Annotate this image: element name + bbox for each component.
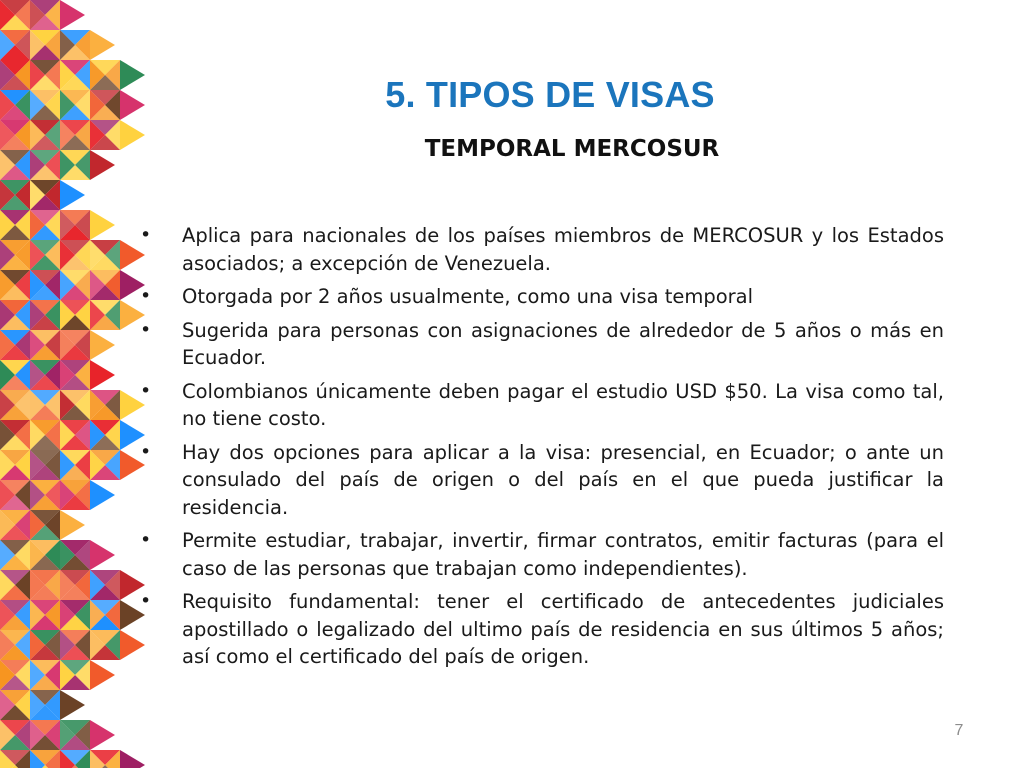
mosaic-tile bbox=[60, 0, 85, 30]
page-number: 7 bbox=[954, 722, 964, 739]
bullet-icon: • bbox=[140, 318, 152, 341]
mosaic-tile bbox=[90, 210, 115, 240]
bullet-icon: • bbox=[140, 379, 152, 402]
bullet-icon: • bbox=[140, 529, 152, 551]
list-item: • Permite estudiar, trabajar, invertir, firmar contratos, emitir facturas (para el caso de las personas que trabajan como independientes). bbox=[140, 529, 944, 580]
mosaic-tile bbox=[60, 510, 85, 540]
list-item: • Requisito fundamental: tener el certificado de antecedentes judiciales apostillado o legalizado del ultimo país de residencia en sus últimos 5 años; así como el certificado del país de origen. bbox=[140, 590, 944, 668]
mosaic-tile bbox=[120, 90, 145, 120]
mosaic-tile bbox=[120, 120, 145, 150]
decorative-photo-strip bbox=[0, 0, 150, 768]
mosaic-tile bbox=[120, 60, 145, 90]
mosaic-tile bbox=[90, 30, 115, 60]
mosaic-tile bbox=[90, 720, 115, 750]
slide-title: 5. TIPOS DE VISAS bbox=[385, 74, 715, 115]
mosaic-tile bbox=[90, 330, 115, 360]
bullet-icon: • bbox=[140, 440, 152, 463]
mosaic-tile bbox=[60, 690, 85, 720]
list-item: • Colombianos únicamente deben pagar el estudio USD $50. La visa como tal, no tiene costo. bbox=[140, 379, 944, 430]
mosaic-tile bbox=[120, 750, 145, 768]
list-item: • Aplica para nacionales de los países miembros de MERCOSUR y los Estados asociados; a excepción de Venezuela. bbox=[140, 224, 944, 275]
bullet-icon: • bbox=[140, 285, 152, 307]
list-item: • Sugerida para personas con asignaciones de alrededor de 5 años o más en Ecuador. bbox=[140, 318, 944, 369]
mosaic-tile bbox=[90, 360, 115, 390]
mosaic-tile bbox=[60, 180, 85, 210]
slide-subtitle: TEMPORAL MERCOSUR bbox=[424, 136, 720, 162]
bullet-icon: • bbox=[140, 590, 152, 612]
mosaic-tile bbox=[90, 480, 115, 510]
list-item: • Otorgada por 2 años usualmente, como una visa temporal bbox=[140, 283, 944, 311]
mosaic-tile bbox=[90, 660, 115, 690]
mosaic-tile bbox=[90, 540, 115, 570]
list-item: • Hay dos opciones para aplicar a la visa: presencial, en Ecuador; o ante un consulado del país de origen o del país en el que pueda justificar la residencia. bbox=[140, 440, 944, 519]
bullet-list bbox=[140, 222, 944, 677]
bullet-icon: • bbox=[140, 224, 152, 246]
mosaic-tile bbox=[90, 150, 115, 180]
